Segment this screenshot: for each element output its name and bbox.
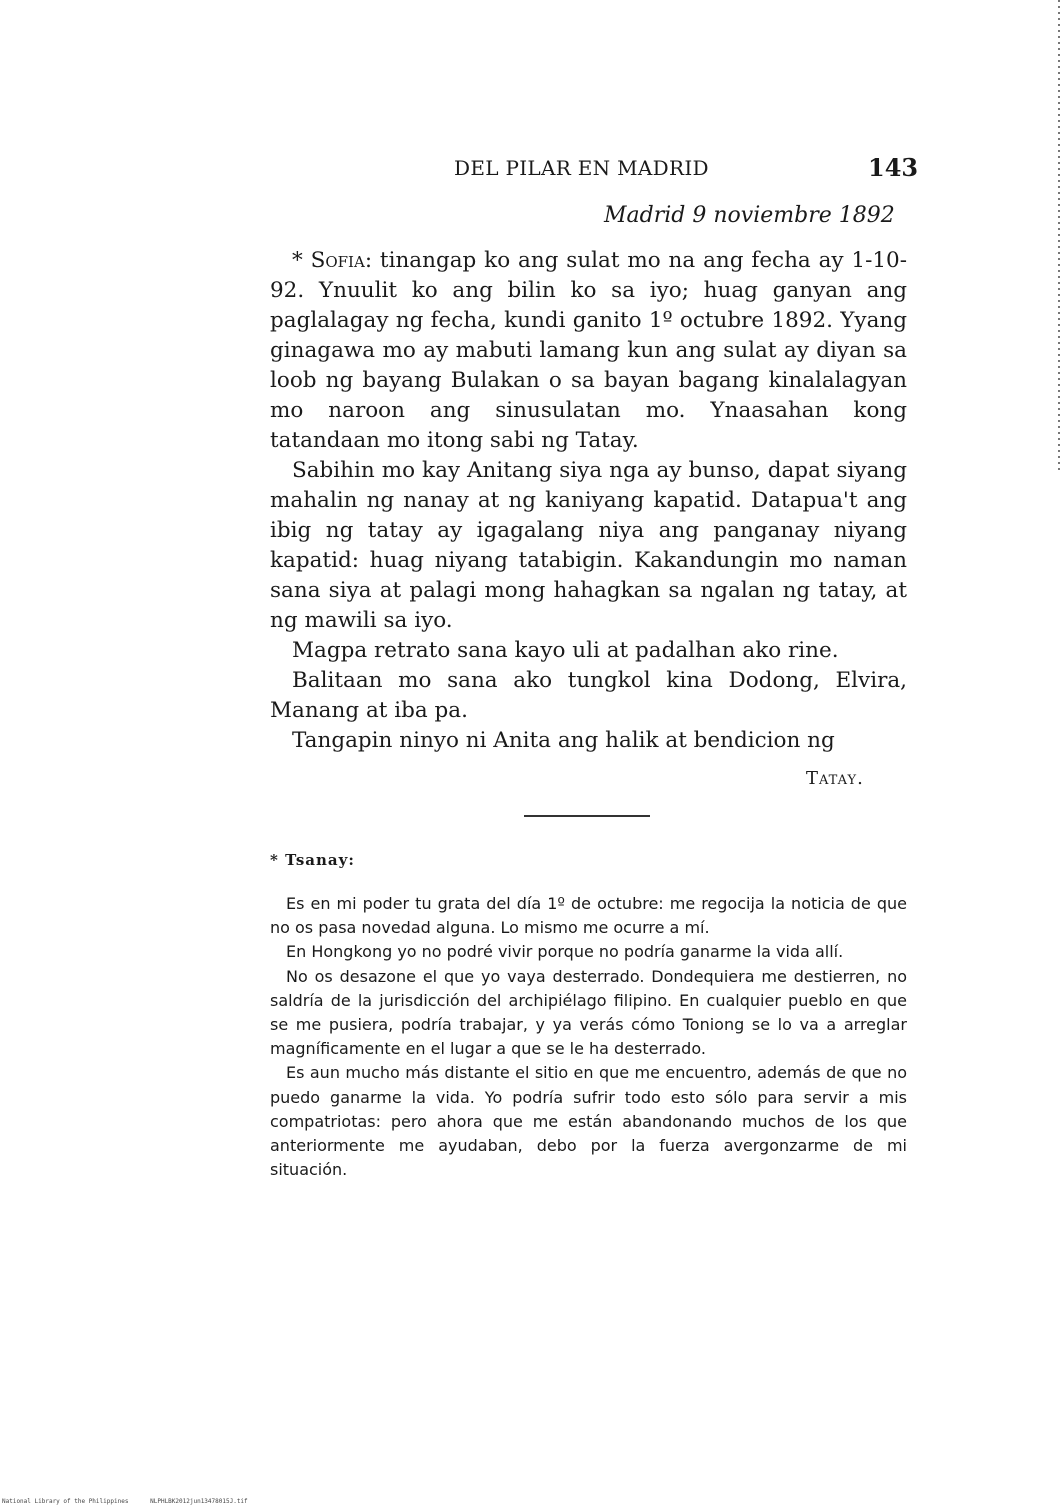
footnote-paragraph: En Hongkong yo no podré vivir porque no podría ganarme la vida allí. xyxy=(286,942,844,962)
letter-paragraph: Sabihin mo kay Anitang siya nga ay bunso, dapat siyang mahalin ng nanay at ng kaniyang kapatid. Datapua't ang ibig ng tatay ay igagalang niya ang panganay niyang kapatid: huag niyang tatabigin. Kakandungin mo naman sana siya at palagi mong hahagkan sa ngalan ng tatay, at ng mawili sa iyo. xyxy=(270,458,907,633)
footnote-paragraph: Es aun mucho más distante el sitio en que me encuentro, además de que no puedo ganarme la vida. Yo podría sufrir todo esto sólo para servir a mis compatriotas: pero ahora que me están abandonando muchos de los que anteriormente me ayudaban, debo por la fuerza avergonzarme de mi situación. xyxy=(270,1063,907,1180)
salutation-name: Sofia xyxy=(310,248,365,273)
page-number: 143 xyxy=(868,153,919,182)
letter-paragraph: Tangapin ninyo ni Anita ang halik at bendicion ng xyxy=(292,728,835,753)
footnote-translation xyxy=(270,892,907,1182)
scan-source: National Library of the Philippines xyxy=(2,1498,129,1505)
page-edge-dots xyxy=(1058,0,1060,470)
footnote-paragraph: Es en mi poder tu grata del día 1º de octubre: me regocija la noticia de que no os pasa novedad alguna. Lo mismo me ocurre a mí. xyxy=(270,894,907,938)
footnote-marker: * xyxy=(292,248,311,273)
letter-paragraph: Balitaan mo sana ako tungkol kina Dodong, Elvira, Manang at iba pa. xyxy=(270,668,907,723)
letter-paragraph: Magpa retrato sana kayo uli at padalhan ako rine. xyxy=(292,638,839,663)
letter-body xyxy=(270,246,907,756)
letter-paragraph: * Sofia: tinangap ko ang sulat mo na ang fecha ay 1-10-92. Ynuulit ko ang bilin ko sa iyo; huag ganyan ang paglalagay ng fecha, kundi ganito 1º octubre 1892. Yyang ginagawa mo ay mabuti lamang kun ang sulat ay diyan sa loob ng bayang Bulakan o sa bayan bagang kinalalagyan mo naroon ang sinusulatan mo. Ynaasahan kong tatandaan mo itong sabi ng Tatay. xyxy=(270,248,907,453)
footnote-label: * Tsanay: xyxy=(270,851,355,869)
letter-signature: Tatay. xyxy=(806,768,864,789)
section-divider xyxy=(524,815,650,817)
scan-image-id: NLPHLBK2012jun13478015J.tif xyxy=(150,1498,248,1505)
running-title: DEL PILAR EN MADRID xyxy=(454,156,709,180)
scan-footer xyxy=(2,1498,248,1505)
footnote-paragraph: No os desazone el que yo vaya desterrado. Dondequiera me destierren, no saldría de la jurisdicción del archipiélago filipino. En cualquier pueblo en que se me pusiera, podría trabajar, y ya verás cómo Toniong se lo va a arreglar magníficamente en el lugar a que se le ha desterrado. xyxy=(270,966,907,1059)
letter-dateline: Madrid 9 noviembre 1892 xyxy=(604,203,895,228)
